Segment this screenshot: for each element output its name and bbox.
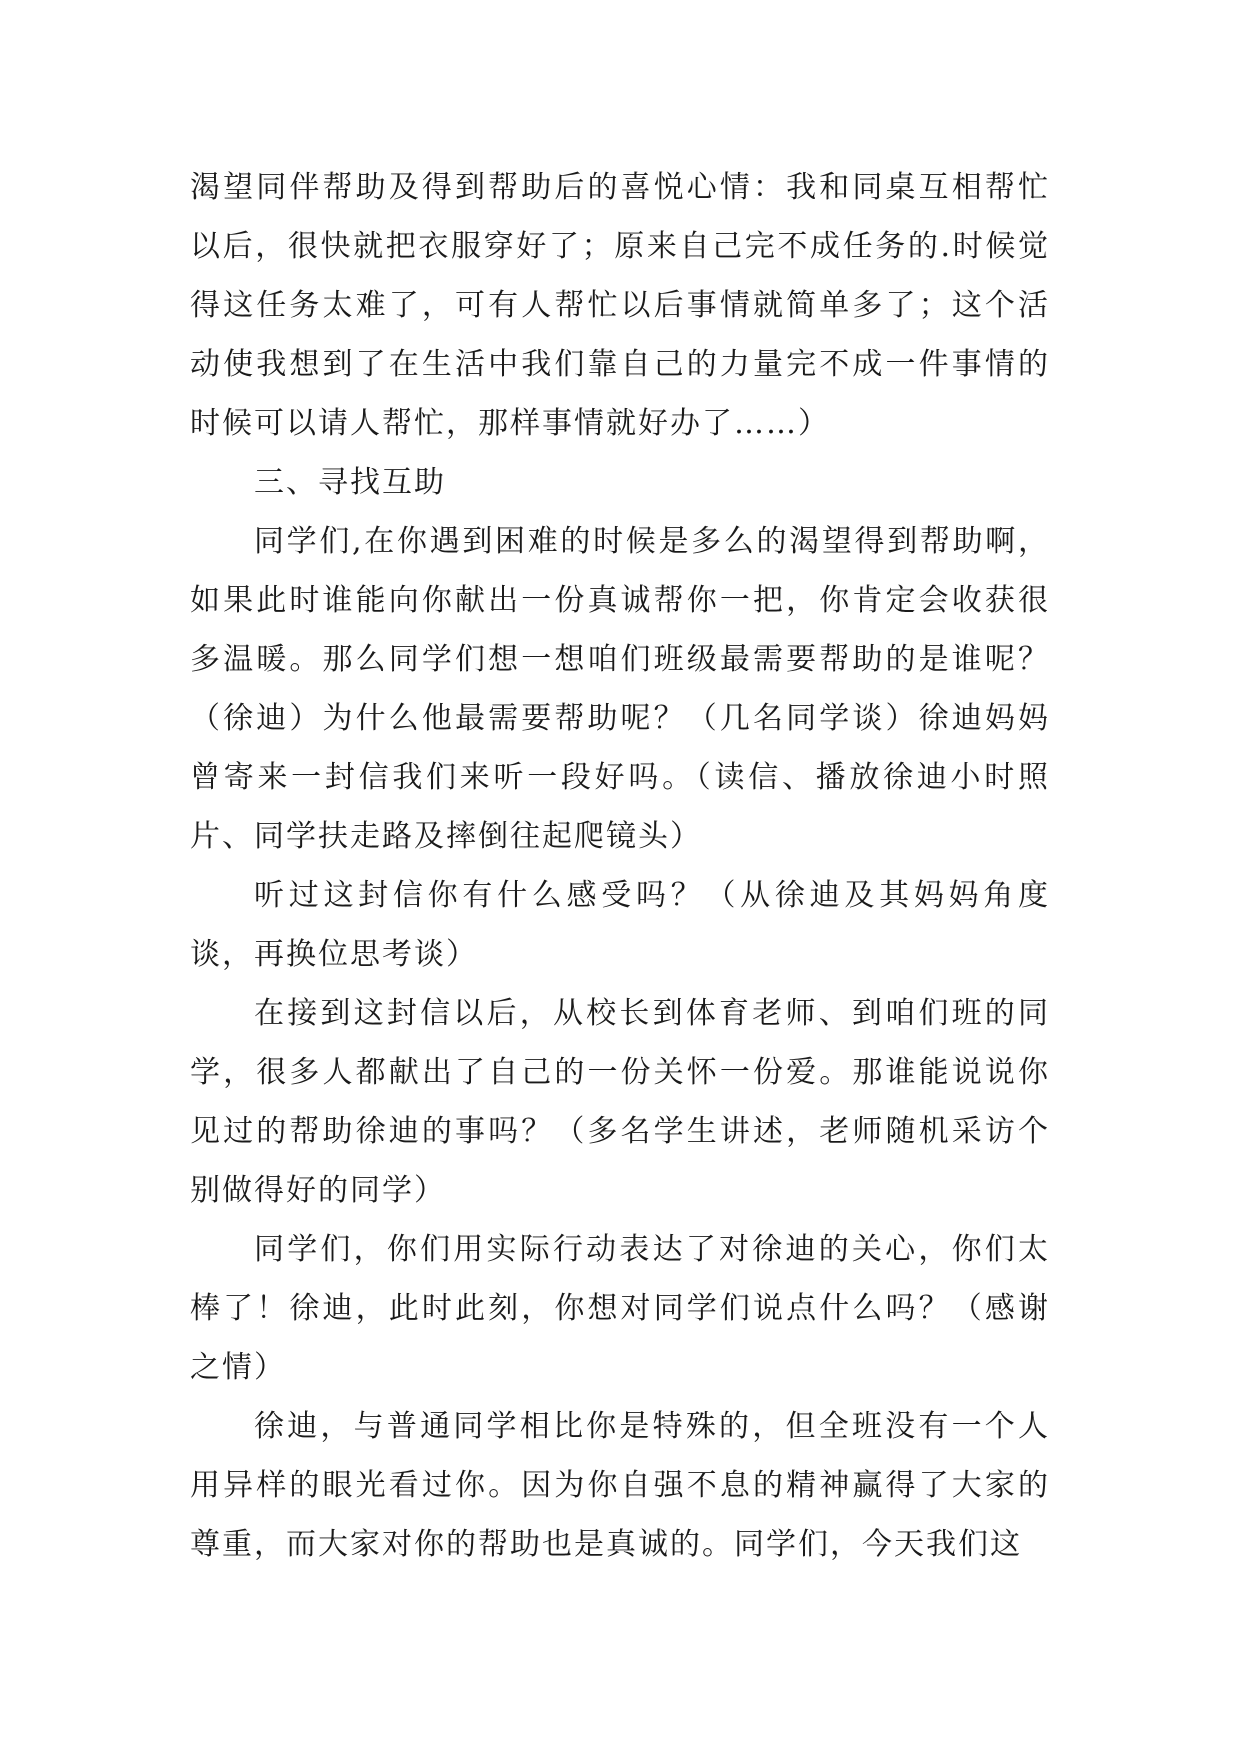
document-body — [190, 158, 1050, 1574]
paragraph-continuation: 渴望同伴帮助及得到帮助后的喜悦心情：我和同桌互相帮忙以后，很快就把衣服穿好了；原来自己完不成任务的.时候觉得这任务太难了，可有人帮忙以后事情就简单多了；这个活动使我想到了在生活中我们靠自己的力量完不成一件事情的时候可以请人帮忙，那样事情就好办了……） — [190, 170, 1050, 441]
paragraph: 徐迪，与普通同学相比你是特殊的，但全班没有一个人用异样的眼光看过你。因为你自强不息的精神赢得了大家的尊重，而大家对你的帮助也是真诚的。同学们，今天我们这 — [190, 1409, 1050, 1562]
paragraph: 同学们，你们用实际行动表达了对徐迪的关心，你们太棒了！徐迪，此时此刻，你想对同学们说点什么吗？（感谢之情） — [190, 1232, 1050, 1385]
paragraph: 同学们,在你遇到困难的时候是多么的渴望得到帮助啊，如果此时谁能向你献出一份真诚帮你一把，你肯定会收获很多温暖。那么同学们想一想咱们班级最需要帮助的是谁呢？（徐迪）为什么他最需要帮助呢？（几名同学谈）徐迪妈妈曾寄来一封信我们来听一段好吗。（读信、播放徐迪小时照片、同学扶走路及摔倒往起爬镜头） — [190, 524, 1050, 854]
paragraph: 在接到这封信以后，从校长到体育老师、到咱们班的同学，很多人都献出了自己的一份关怀一份爱。那谁能说说你见过的帮助徐迪的事吗？（多名学生讲述，老师随机采访个别做得好的同学） — [190, 996, 1050, 1208]
section-heading: 三、寻找互助 — [254, 465, 446, 500]
paragraph: 听过这封信你有什么感受吗？（从徐迪及其妈妈角度谈，再换位思考谈） — [190, 878, 1050, 972]
